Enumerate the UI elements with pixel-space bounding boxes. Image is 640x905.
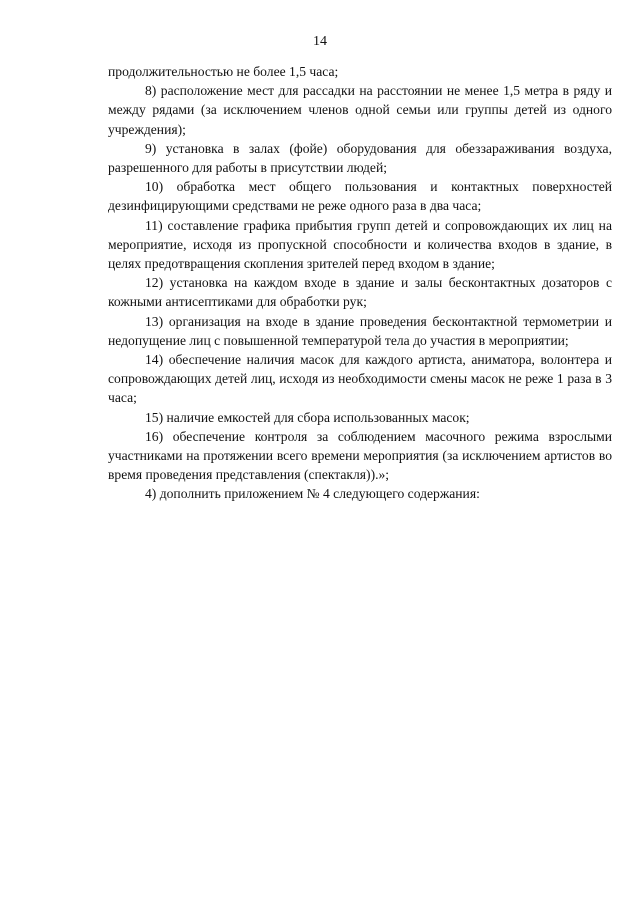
paragraph-item-11: 11) составление графика прибытия групп детей и сопровождающих их лиц на мероприятие, исходя из пропускной способности и количества входов в здание, в целях предотвращения скопления зрителей перед входом в здание; [108,217,612,272]
paragraph-item-16: 16) обеспечение контроля за соблюдением масочного режима взрослыми участниками на протяжении всего времени мероприятия (за исключением артистов во время проведения представления (спектакля)).»; [108,428,612,483]
paragraph-continuation: продолжительностью не более 1,5 часа; [108,64,339,79]
paragraph-item-14: 14) обеспечение наличия масок для каждого артиста, аниматора, волонтера и сопровождающих детей лиц, исходя из необходимости смены масок не реже 1 раза в 3 часа; [108,352,612,406]
paragraph-item-4-amendment: 4) дополнить приложением № 4 следующего содержания: [145,486,480,502]
paragraph-item-15: 15) наличие емкостей для сбора использованных масок; [145,409,470,425]
paragraph-item-9: 9) установка в залах (фойе) оборудования для обеззараживания воздуха, разрешенного для работы в присутствии людей; [108,140,612,176]
paragraph-item-13: 13) организация на входе в здание проведения бесконтактной термометрии и недопущение лиц с повышенной температурой тела до участия в мероприятии; [108,313,612,348]
paragraph-item-10: 10) обработка мест общего пользования и контактных поверхностей дезинфицирующими средствами не реже одного раза в два часа; [108,179,612,214]
document-body [108,62,612,504]
paragraph-item-12: 12) установка на каждом входе в здание и залы бесконтактных дозаторов с кожными антисептиками для обработки рук; [108,275,612,310]
page-number: 14 [313,34,327,49]
paragraph-item-8: 8) расположение мест для рассадки на расстоянии не менее 1,5 метра в ряду и между рядами (за исключением членов одной семьи или группы детей из одного учреждения); [108,83,612,137]
